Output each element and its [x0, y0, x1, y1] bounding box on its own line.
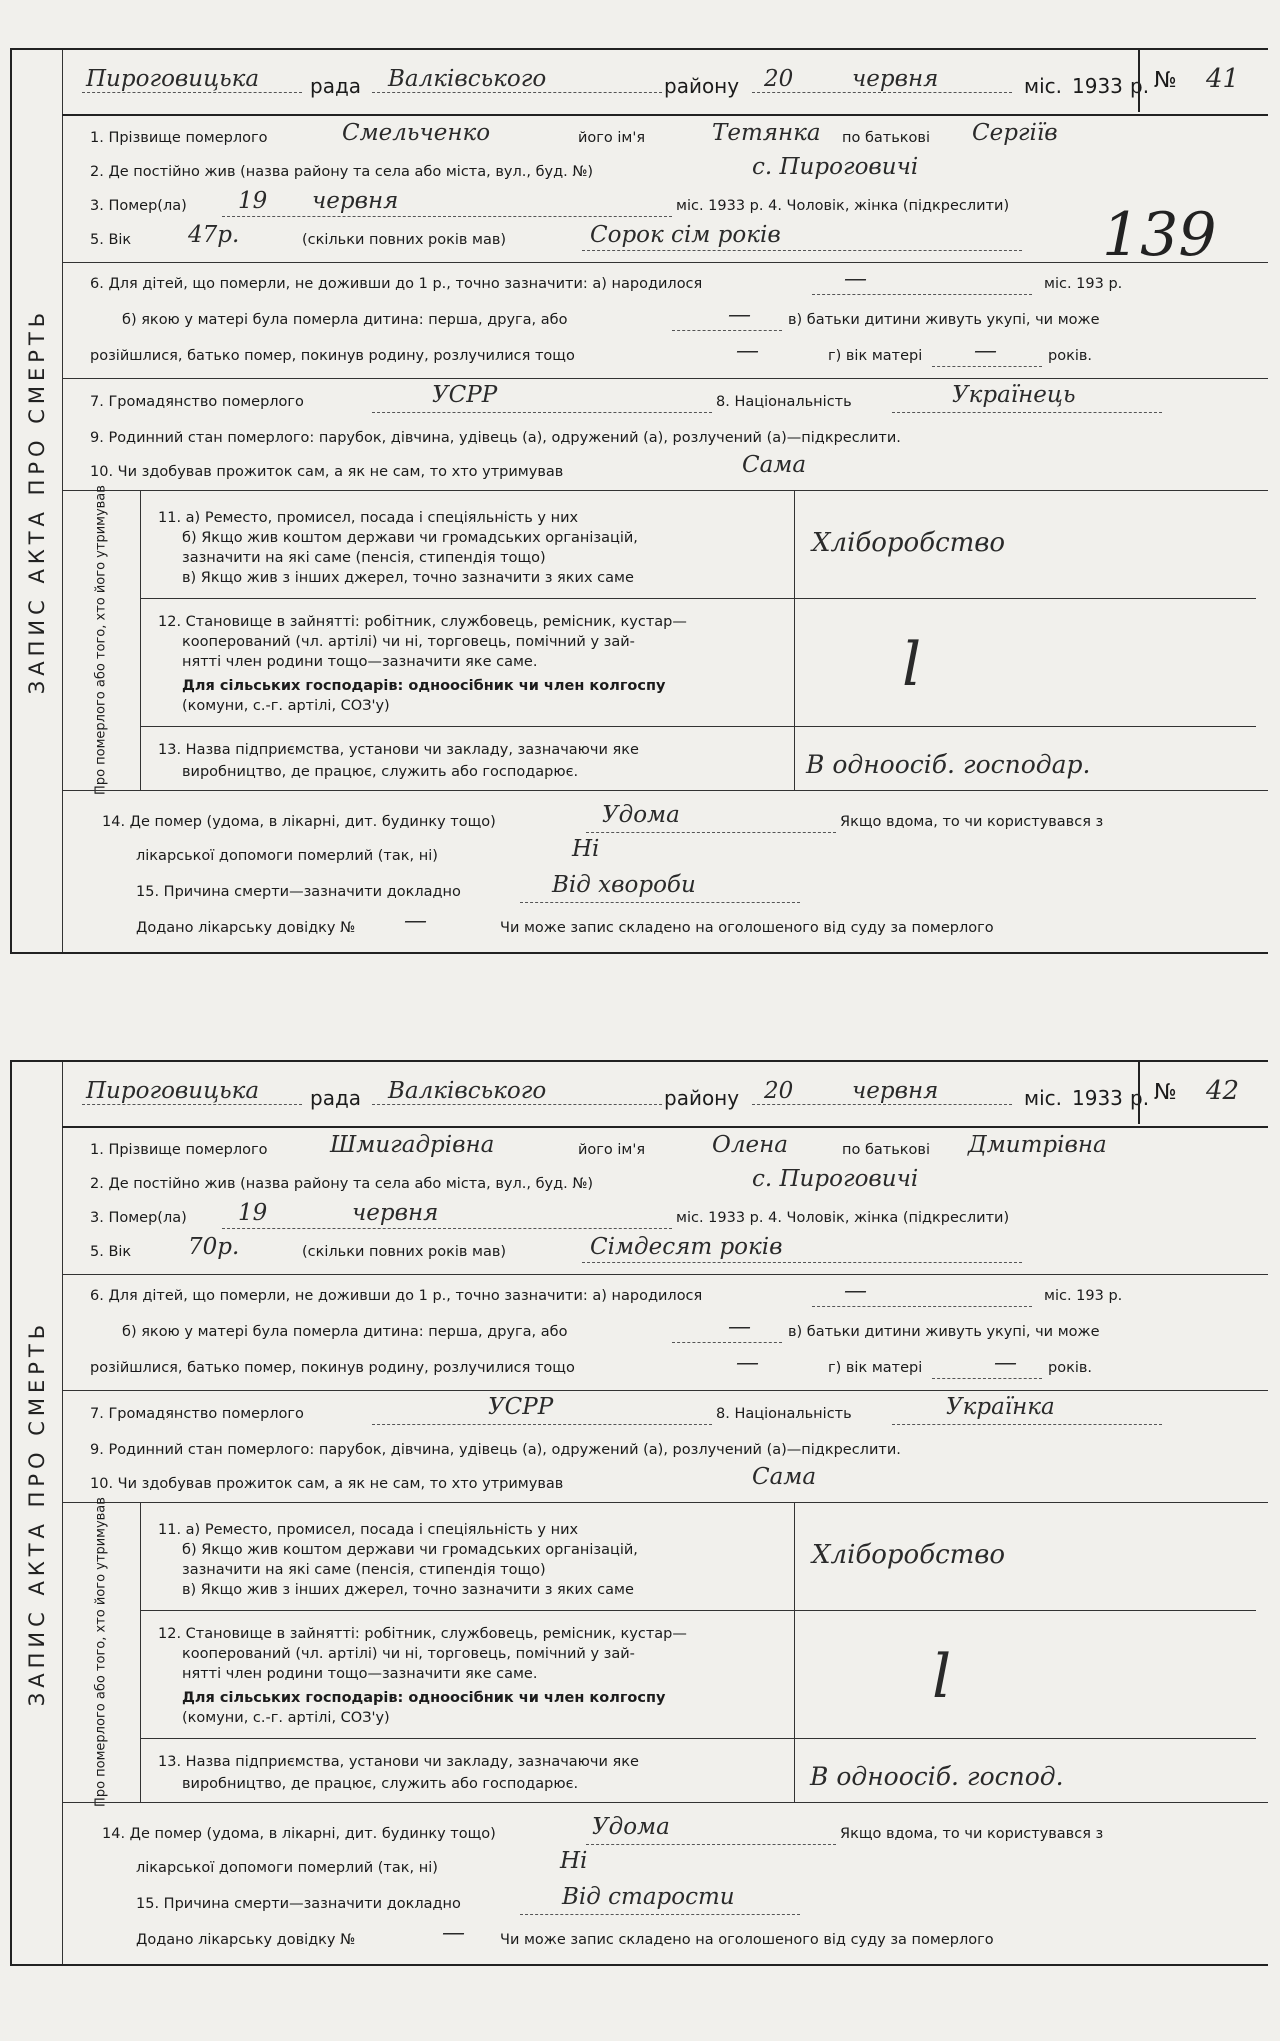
- label-nationality: 8. Національність: [716, 394, 852, 410]
- label-employment-1: 12. Становище в зайнятті: робітник, службовець, ремісник, кустар—: [158, 614, 687, 630]
- reg-month: червня: [852, 1078, 939, 1104]
- label-death-year-sex: міс. 1933 р. 4. Чоловік, жінка (підкреслити): [676, 1210, 1010, 1226]
- label-marital: 9. Родинний стан померлого: парубок, дівчина, удівець (а), одружений (а), розлучений (а)—підкреслити.: [90, 430, 901, 446]
- label-mother-age-end: років.: [1048, 1360, 1093, 1376]
- parents-status: —: [736, 1350, 759, 1376]
- employment: l: [932, 1642, 952, 1712]
- death-month: червня: [352, 1200, 439, 1226]
- mother-age: —: [994, 1350, 1017, 1376]
- residence: с. Пироговичі: [752, 154, 919, 180]
- surname: Смельченко: [342, 120, 491, 146]
- label-parents-status: розійшлися, батько помер, покинув родину, розлучилися тощо: [90, 1360, 575, 1376]
- label-surname: 1. Прізвище померлого: [90, 1142, 268, 1158]
- label-child-born: 6. Для дітей, що померли, не доживши до 1 р., точно зазначити: а) народилося: [90, 1288, 703, 1304]
- label-medical-help: лікарської допомоги померлий (так, ні): [136, 1860, 438, 1876]
- label-residence: 2. Де постійно жив (назва району та села або міста, вул., буд. №): [90, 1176, 594, 1192]
- label-marital: 9. Родинний стан померлого: парубок, дівчина, удівець (а), одружений (а), розлучений (а)—підкреслити.: [90, 1442, 901, 1458]
- label-occupation-4: в) Якщо жив з інших джерел, точно зазначити з яких саме: [182, 1582, 634, 1598]
- age: 47р.: [188, 222, 240, 248]
- residence: с. Пироговичі: [752, 1166, 919, 1192]
- reg-year: 1933: [1072, 74, 1123, 98]
- label-occupation-1: 11. а) Реместо, промисел, посада і спеціяльність у них: [158, 1522, 579, 1538]
- child-order: —: [728, 1314, 751, 1340]
- child-order: —: [728, 302, 751, 328]
- label-occupation-1: 11. а) Реместо, промисел, посада і спеціяльність у них: [158, 510, 579, 526]
- label-enterprise-1: 13. Назва підприємства, установи чи закладу, зазначаючи яке: [158, 742, 639, 758]
- label-place-of-death: 14. Де помер (удома, в лікарні, дит. будинку тощо): [102, 1826, 496, 1842]
- label-occupation-2: б) Якщо жив коштом держави чи громадських організацій,: [182, 1542, 638, 1558]
- record-number: 42: [1206, 1076, 1240, 1106]
- label-mother-age: г) вік матері: [828, 348, 923, 364]
- record-number: 41: [1206, 64, 1240, 94]
- citizenship: УСРР: [488, 1394, 554, 1420]
- death-record-42: [10, 1060, 1268, 1966]
- label-employment-1: 12. Становище в зайнятті: робітник, службовець, ремісник, кустар—: [158, 1626, 687, 1642]
- reg-day: 20: [764, 66, 794, 92]
- enterprise: В одноосіб. господ.: [810, 1762, 1064, 1791]
- label-nationality: 8. Національність: [716, 1406, 852, 1422]
- patronymic: Дмитрівна: [968, 1132, 1107, 1158]
- label-death-year-sex: міс. 1933 р. 4. Чоловік, жінка (підкреслити): [676, 198, 1010, 214]
- label-employment-2: кооперований (чл. артілі) чи ні, торговець, помічний у зай-: [182, 1646, 635, 1662]
- district-name: Валківського: [388, 66, 547, 92]
- label-parents: в) батьки дитини живуть укупі, чи може: [788, 312, 1100, 328]
- label-employment-3: нятті член родини тощо—зазначити яке саме.: [182, 1666, 538, 1682]
- label-age: 5. Вік: [90, 232, 132, 248]
- side-number: 139: [1102, 200, 1217, 270]
- label-employment-2: кооперований (чл. артілі) чи ні, торговець, помічний у зай-: [182, 634, 635, 650]
- death-day: 19: [238, 188, 268, 214]
- record-number-box: [1138, 50, 1268, 112]
- nationality: Українець: [952, 382, 1076, 408]
- age: 70р.: [188, 1234, 240, 1260]
- enterprise: В одноосіб. господар.: [806, 750, 1091, 779]
- given-name: Олена: [712, 1132, 788, 1158]
- side-mid-label: Про померлого або того, хто його утримував: [93, 1497, 109, 1807]
- label-death-date: 3. Помер(ла): [90, 198, 187, 214]
- age-words: Сімдесят років: [590, 1234, 783, 1260]
- given-name: Тетянка: [712, 120, 821, 146]
- patronymic: Сергіїв: [972, 120, 1058, 146]
- record-sidebar: [12, 50, 63, 952]
- label-employment-4: Для сільських господарів: одноосібник чи член колгоспу: [182, 678, 666, 694]
- label-patronymic: по батькові: [842, 1142, 930, 1158]
- child-born: —: [844, 266, 867, 292]
- label-place-of-death: 14. Де помер (удома, в лікарні, дит. будинку тощо): [102, 814, 496, 830]
- district-name: Валківського: [388, 1078, 547, 1104]
- label-occupation-3: зазначити на які саме (пенсія, стипендія тощо): [182, 550, 546, 566]
- council-name: Пироговицька: [86, 66, 260, 92]
- label-rada: рада: [310, 1086, 362, 1110]
- label-enterprise-2: виробництво, де працює, служить або господарює.: [182, 1776, 579, 1792]
- mother-age: —: [974, 338, 997, 364]
- label-enterprise-2: виробництво, де працює, служить або господарює.: [182, 764, 579, 780]
- cause: Від хвороби: [552, 872, 696, 898]
- medical-cert: —: [442, 1920, 465, 1946]
- label-rayon: району: [664, 74, 740, 98]
- label-supporter: 10. Чи здобував прожиток сам, а як не сам, то хто утримував: [90, 464, 564, 480]
- label-employment-5: (комуни, с.-г. артілі, СОЗ'у): [182, 698, 390, 714]
- label-child-born-end: міс. 193 р.: [1044, 276, 1123, 292]
- label-no: №: [1154, 1080, 1177, 1105]
- parents-status: —: [736, 338, 759, 364]
- label-medical-help: лікарської допомоги померлий (так, ні): [136, 848, 438, 864]
- label-supporter: 10. Чи здобував прожиток сам, а як не сам, то хто утримував: [90, 1476, 564, 1492]
- label-name: його ім'я: [578, 130, 646, 146]
- label-surname: 1. Прізвище померлого: [90, 130, 268, 146]
- place-of-death: Удома: [592, 1814, 670, 1840]
- label-death-date: 3. Помер(ла): [90, 1210, 187, 1226]
- place-of-death: Удома: [602, 802, 680, 828]
- label-court: Чи може запис складено на оголошеного від суду за померлого: [500, 1932, 994, 1948]
- medical-cert: —: [404, 908, 427, 934]
- reg-year: 1933: [1072, 1086, 1123, 1110]
- child-born: —: [844, 1278, 867, 1304]
- label-mis: міс.: [1024, 74, 1062, 98]
- side-title: ЗАПИС АКТА ПРО СМЕРТЬ: [25, 307, 49, 695]
- record-header: [62, 1062, 1268, 1128]
- supporter: Сама: [742, 452, 807, 478]
- reg-month: червня: [852, 66, 939, 92]
- label-year-suffix: р.: [1130, 74, 1150, 98]
- council-name: Пироговицька: [86, 1078, 260, 1104]
- label-employment-5: (комуни, с.-г. артілі, СОЗ'у): [182, 1710, 390, 1726]
- label-enterprise-1: 13. Назва підприємства, установи чи закладу, зазначаючи яке: [158, 1754, 639, 1770]
- label-occupation-2: б) Якщо жив коштом держави чи громадських організацій,: [182, 530, 638, 546]
- death-day: 19: [238, 1200, 268, 1226]
- label-medical-cert: Додано лікарську довідку №: [136, 920, 356, 936]
- label-rayon: району: [664, 1086, 740, 1110]
- medical-help: Ні: [572, 836, 600, 862]
- label-age-words: (скільки повних років мав): [302, 232, 507, 248]
- age-words: Сорок сім років: [590, 222, 781, 248]
- label-court: Чи може запис складено на оголошеного від суду за померлого: [500, 920, 994, 936]
- surname: Шмигадрівна: [330, 1132, 495, 1158]
- label-occupation-4: в) Якщо жив з інших джерел, точно зазначити з яких саме: [182, 570, 634, 586]
- label-age-words: (скільки повних років мав): [302, 1244, 507, 1260]
- label-patronymic: по батькові: [842, 130, 930, 146]
- label-residence: 2. Де постійно жив (назва району та села або міста, вул., буд. №): [90, 164, 594, 180]
- reg-day: 20: [764, 1078, 794, 1104]
- citizenship: УСРР: [432, 382, 498, 408]
- record-sidebar: [12, 1062, 63, 1964]
- occupation: Хліборобство: [812, 1540, 1006, 1570]
- side-mid-label: Про померлого або того, хто його утримував: [93, 485, 109, 795]
- label-child-born: 6. Для дітей, що померли, не доживши до 1 р., точно зазначити: а) народилося: [90, 276, 703, 292]
- label-mis: міс.: [1024, 1086, 1062, 1110]
- label-home-help: Якщо вдома, то чи користувався з: [840, 814, 1104, 830]
- label-rada: рада: [310, 74, 362, 98]
- record-header: [62, 50, 1268, 116]
- label-cause: 15. Причина смерти—зазначити докладно: [136, 1896, 461, 1912]
- label-citizenship: 7. Громадянство померлого: [90, 394, 304, 410]
- label-cause: 15. Причина смерти—зазначити докладно: [136, 884, 461, 900]
- label-employment-4: Для сільських господарів: одноосібник чи член колгоспу: [182, 1690, 666, 1706]
- supporter: Сама: [752, 1464, 817, 1490]
- label-medical-cert: Додано лікарську довідку №: [136, 1932, 356, 1948]
- death-month: червня: [312, 188, 399, 214]
- label-parents-status: розійшлися, батько помер, покинув родину, розлучилися тощо: [90, 348, 575, 364]
- label-year-suffix: р.: [1130, 1086, 1150, 1110]
- label-child-order: б) якою у матері була померла дитина: перша, друга, або: [122, 312, 568, 328]
- label-mother-age-end: років.: [1048, 348, 1093, 364]
- label-employment-3: нятті член родини тощо—зазначити яке саме.: [182, 654, 538, 670]
- label-child-born-end: міс. 193 р.: [1044, 1288, 1123, 1304]
- label-child-order: б) якою у матері була померла дитина: перша, друга, або: [122, 1324, 568, 1340]
- nationality: Українка: [946, 1394, 1055, 1420]
- label-age: 5. Вік: [90, 1244, 132, 1260]
- label-no: №: [1154, 68, 1177, 93]
- label-citizenship: 7. Громадянство померлого: [90, 1406, 304, 1422]
- label-occupation-3: зазначити на які саме (пенсія, стипендія тощо): [182, 1562, 546, 1578]
- side-title: ЗАПИС АКТА ПРО СМЕРТЬ: [25, 1319, 49, 1707]
- label-home-help: Якщо вдома, то чи користувався з: [840, 1826, 1104, 1842]
- medical-help: Ні: [560, 1848, 588, 1874]
- employment: l: [902, 630, 922, 700]
- death-record-41: [10, 48, 1268, 954]
- record-number-box: [1138, 1062, 1268, 1124]
- label-mother-age: г) вік матері: [828, 1360, 923, 1376]
- label-name: його ім'я: [578, 1142, 646, 1158]
- label-parents: в) батьки дитини живуть укупі, чи може: [788, 1324, 1100, 1340]
- occupation: Хліборобство: [812, 528, 1006, 558]
- cause: Від старости: [562, 1884, 735, 1910]
